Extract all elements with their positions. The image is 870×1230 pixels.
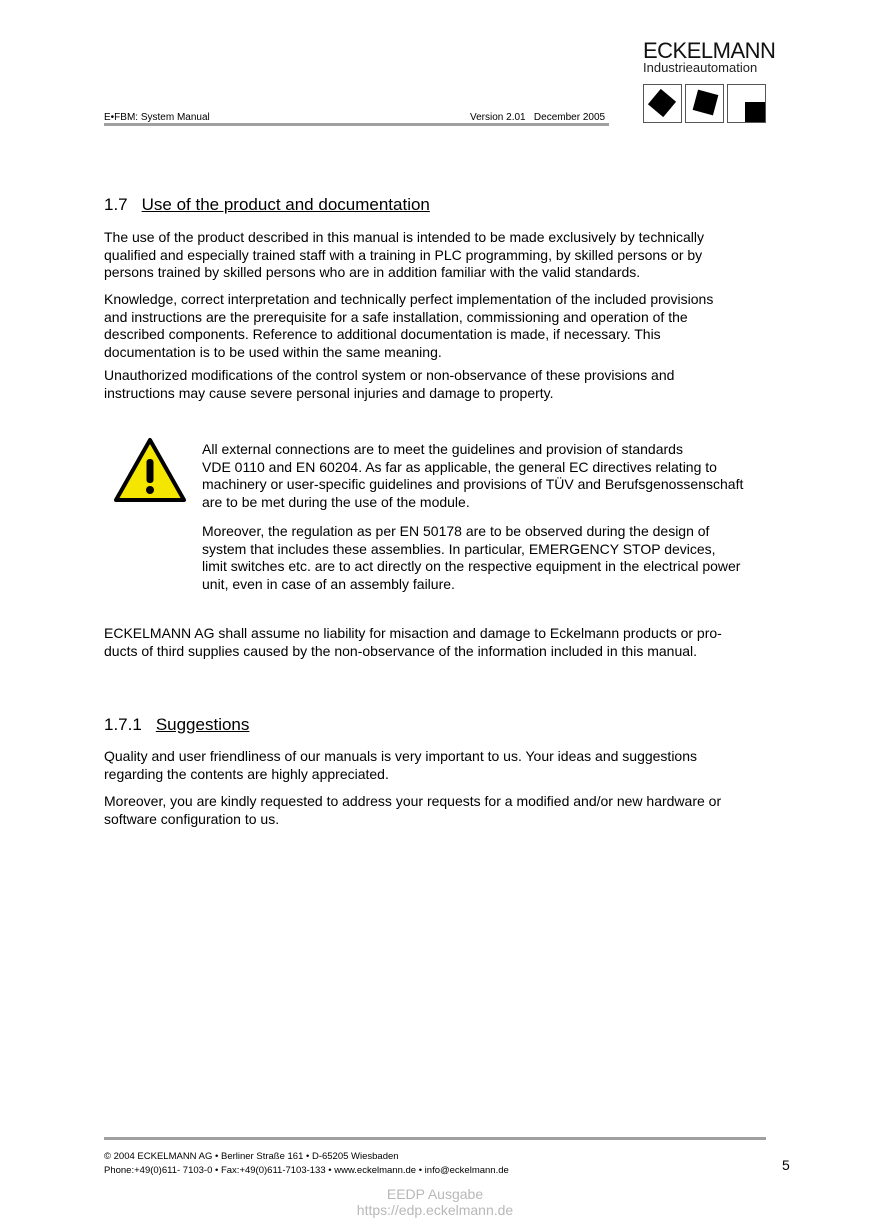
text-line: unit, even in case of an assembly failure. bbox=[202, 575, 455, 592]
text-line: described components. Reference to additional documentation is made, if necessary. This bbox=[104, 326, 661, 343]
text-line: ECKELMANN AG shall assume no liability for misaction and damage to Eckelmann products or pro- bbox=[104, 625, 722, 641]
text-line: Unauthorized modifications of the control system or non-observance of these provisions and bbox=[104, 367, 675, 383]
text-line: qualified and especially trained staff with a training in PLC programming, by skilled persons or by bbox=[104, 246, 703, 263]
text-line: instructions may cause severe personal injuries and damage to property. bbox=[104, 384, 554, 401]
text-line: Knowledge, correct interpretation and technically perfect implementation of the included provisions bbox=[104, 291, 714, 307]
paragraph bbox=[104, 229, 704, 282]
paragraph bbox=[104, 748, 697, 783]
section-heading bbox=[104, 195, 430, 215]
text-line: Moreover, the regulation as per EN 50178 are to be observed during the design of bbox=[202, 523, 710, 539]
text-line: machinery or user-specific guidelines and provisions of TÜV and Berufsgenossenschaft bbox=[202, 476, 744, 493]
header-title: E•FBM: System Manual bbox=[104, 112, 210, 123]
footer-line-1: © 2004 ECKELMANN AG • Berliner Straße 161 • D-65205 Wiesbaden bbox=[104, 1151, 399, 1162]
section-title: Use of the product and documentation bbox=[141, 195, 430, 214]
subsection-heading bbox=[104, 715, 249, 735]
subsection-title: Suggestions bbox=[155, 715, 250, 734]
footer-rule bbox=[104, 1137, 766, 1140]
logo-name: ECKELMANN bbox=[643, 38, 776, 63]
text-line: VDE 0110 and EN 60204. As far as applicable, the general EC directives relating to bbox=[202, 458, 717, 475]
text-line: software configuration to us. bbox=[104, 810, 280, 827]
text-line: limit switches etc. are to act directly on the respective equipment in the electrical power bbox=[202, 558, 741, 575]
page-number: 5 bbox=[782, 1157, 790, 1173]
watermark-line-1: EEDP Ausgabe bbox=[386, 1186, 484, 1202]
logo-sub: Industrieautomation bbox=[643, 60, 758, 75]
footer-line-2: Phone:+49(0)611- 7103-0 • Fax:+49(0)611-7103-133 • www.eckelmann.de • info@eckelmann.de bbox=[104, 1165, 509, 1176]
paragraph bbox=[104, 625, 722, 660]
header-version: Version 2.01 December 2005 bbox=[470, 112, 606, 123]
text-line: and instructions are the prerequisite for a safe installation, commissioning and operation of the bbox=[104, 308, 688, 325]
paragraph bbox=[104, 793, 721, 828]
text-line: regarding the contents are highly appreciated. bbox=[104, 765, 389, 782]
subsection-number: 1.7.1 bbox=[104, 715, 142, 734]
logo-square-1 bbox=[643, 84, 682, 123]
text-line: are to be met during the use of the module. bbox=[202, 493, 470, 510]
text-line: persons trained by skilled persons who are in addition familiar with the valid standards. bbox=[104, 264, 641, 281]
header-rule bbox=[104, 123, 609, 126]
watermark-line-2: https://edp.eckelmann.de bbox=[356, 1202, 514, 1218]
logo-square-2 bbox=[685, 84, 724, 123]
paragraph bbox=[104, 367, 674, 402]
text-line: ducts of third supplies caused by the non-observance of the information included in this manual. bbox=[104, 642, 698, 659]
section-number: 1.7 bbox=[104, 195, 128, 214]
footer-address bbox=[104, 1150, 509, 1178]
text-line: The use of the product described in this manual is intended to be made exclusively by technically bbox=[104, 229, 705, 245]
text-line: All external connections are to meet the guidelines and provision of standards bbox=[202, 441, 683, 457]
text-line: system that includes these assemblies. In particular, EMERGENCY STOP devices, bbox=[202, 540, 716, 557]
warning-icon bbox=[113, 437, 187, 503]
paragraph bbox=[104, 291, 713, 361]
watermark bbox=[0, 1186, 870, 1218]
paragraph bbox=[202, 441, 743, 511]
logo-square-3 bbox=[727, 84, 766, 123]
text-line: documentation is to be used within the same meaning. bbox=[104, 343, 442, 360]
text-line: Quality and user friendliness of our manuals is very important to us. Your ideas and suggestions bbox=[104, 748, 697, 764]
paragraph bbox=[202, 523, 740, 593]
text-line: Moreover, you are kindly requested to address your requests for a modified and/or new hardware or bbox=[104, 793, 722, 809]
